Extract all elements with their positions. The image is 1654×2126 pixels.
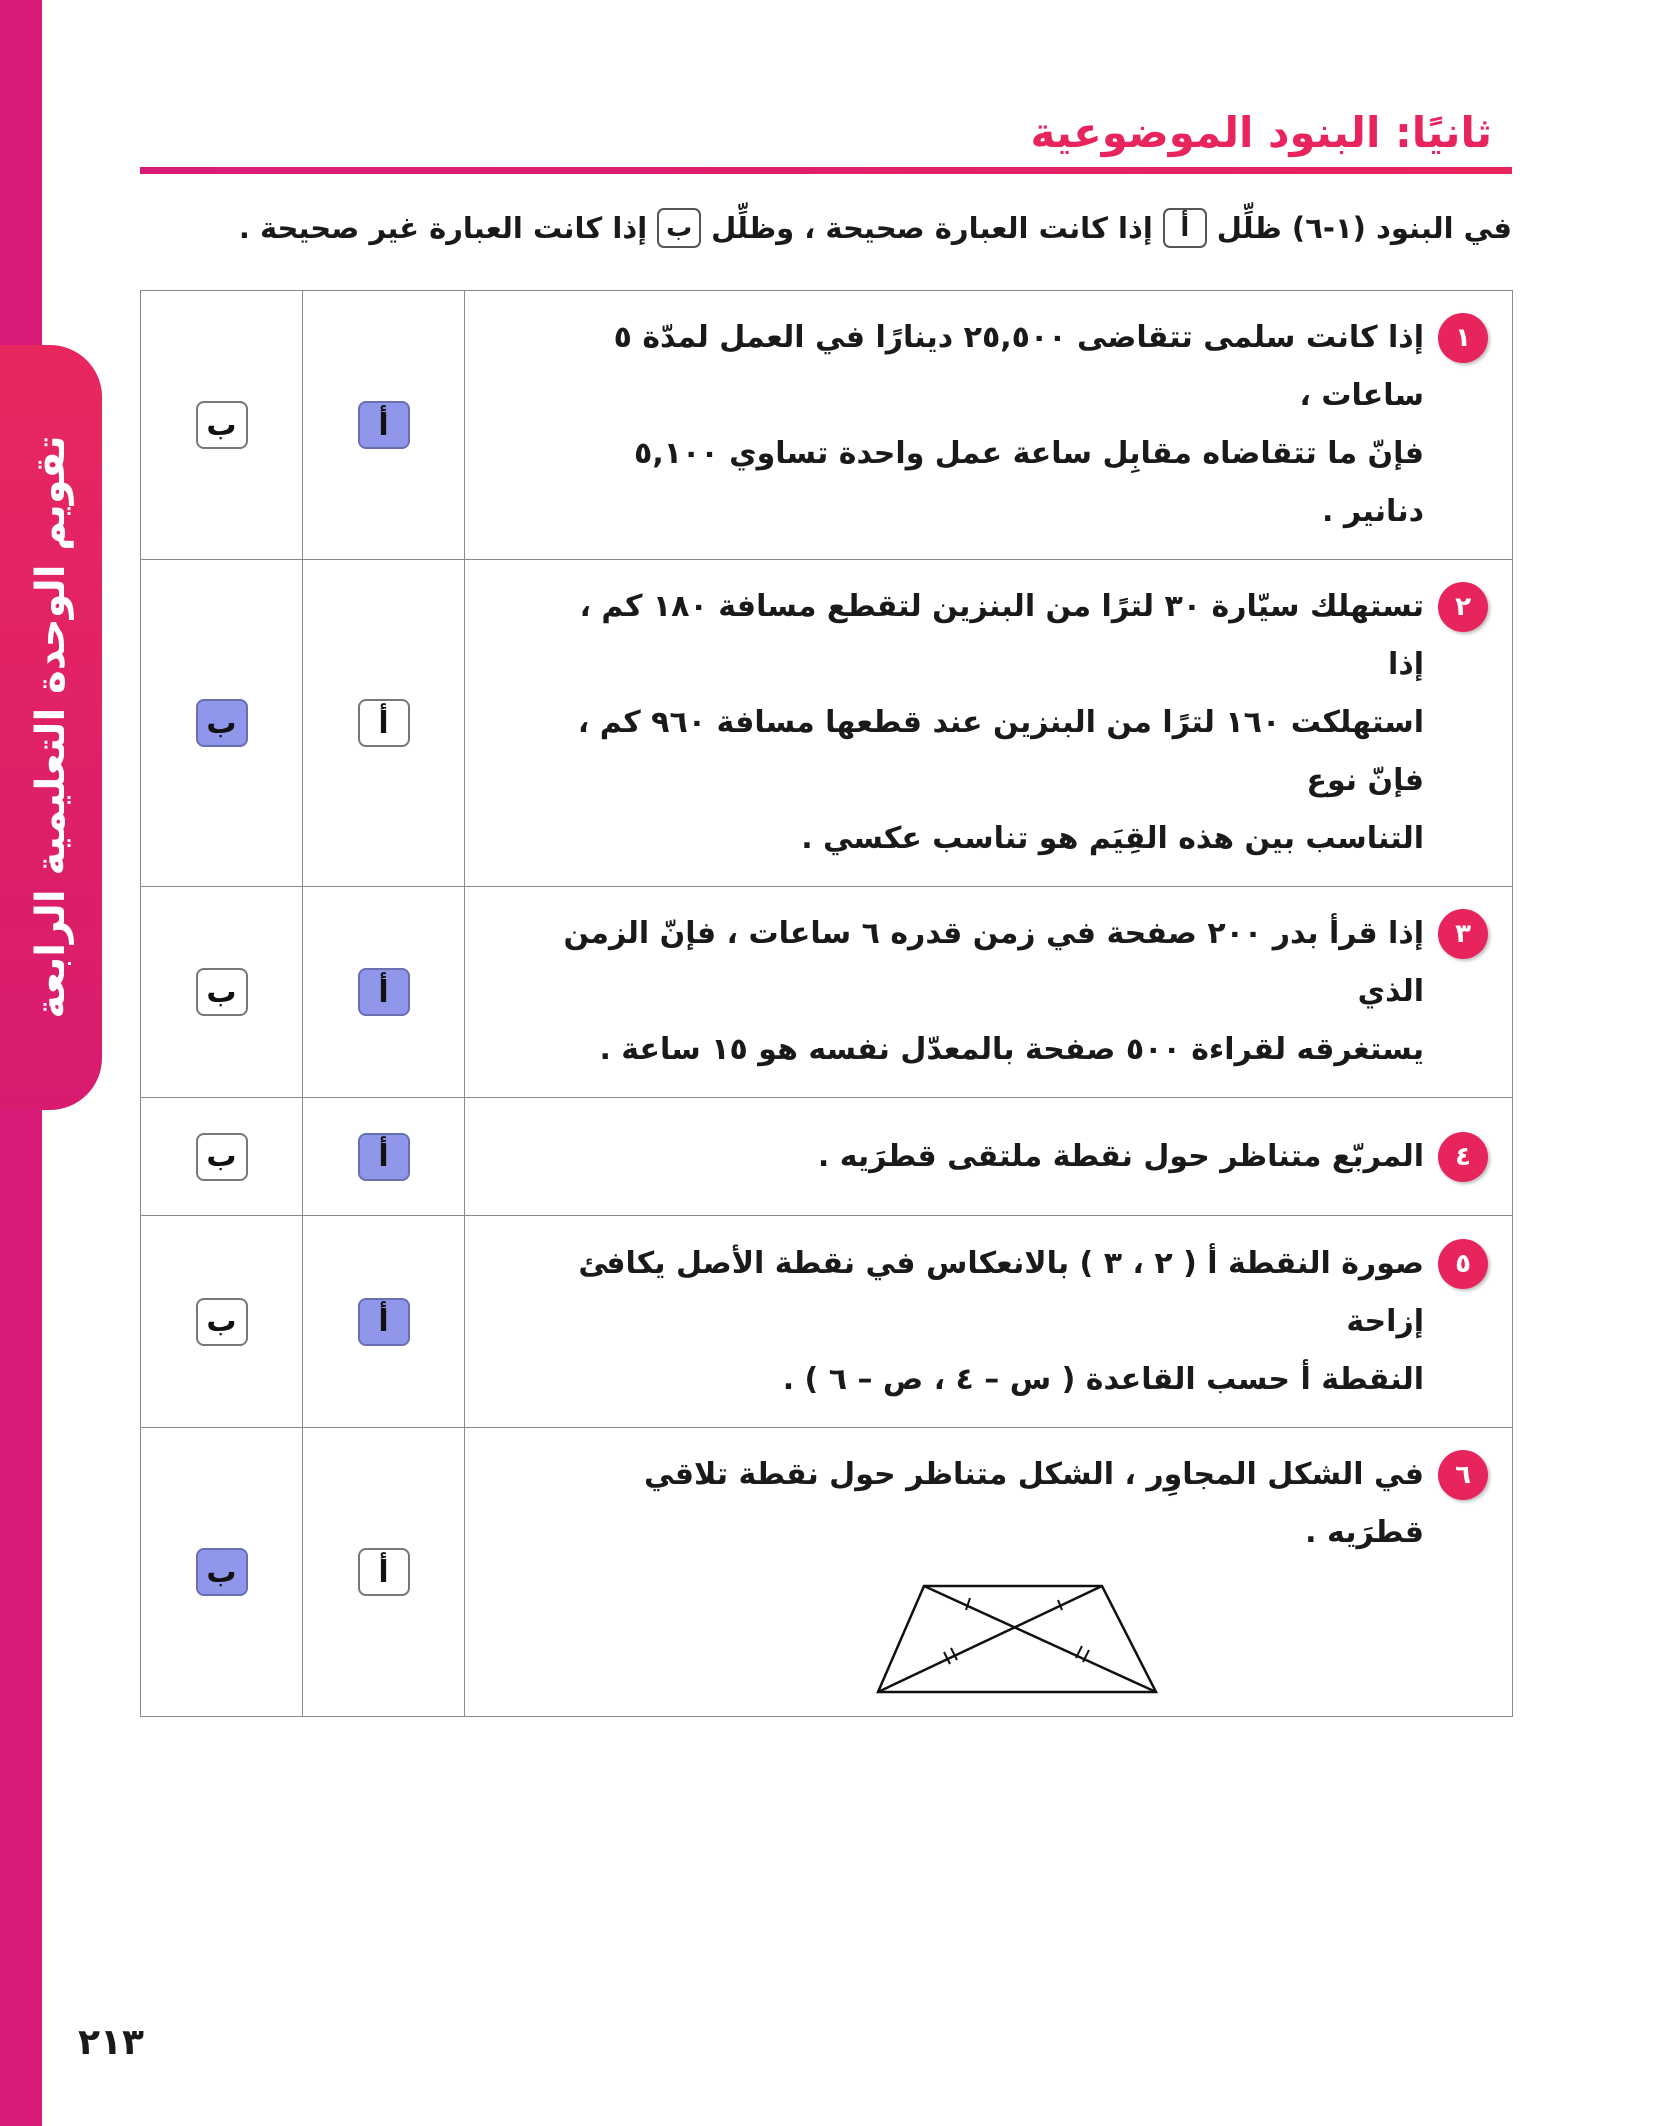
option-a-cell [303,1216,465,1428]
item-line: إذا كانت سلمى تتقاضى ٢٥,٥٠٠ دينارًا في العمل لمدّة ٥ ساعات ، [613,320,1424,413]
item-question-cell [465,1098,1513,1216]
option-b-box[interactable]: ب [196,1298,248,1346]
item-question-cell [465,887,1513,1098]
option-b-box[interactable]: ب [196,968,248,1016]
item-line: تستهلك سيّارة ٣٠ لترًا من البنزين لتقطع مسافة ١٨٠ كم ، إذا [579,589,1424,682]
item-text [545,1235,1424,1409]
option-a-cell [303,887,465,1098]
instructions-part1: في البنود (١-٦) ظلِّل [1216,211,1512,245]
option-a-box[interactable]: أ [358,1133,410,1181]
option-b-cell [141,887,303,1098]
option-b-box[interactable]: ب [196,699,248,747]
item-text [545,1446,1424,1562]
item-question-cell [465,291,1513,560]
option-a-cell [303,291,465,560]
option-a-box[interactable]: أ [358,401,410,449]
option-b-cell [141,1428,303,1717]
item-row [141,1428,1513,1717]
item-question-cell [465,1428,1513,1717]
option-b-box[interactable]: ب [196,1548,248,1596]
item-text [545,905,1424,1079]
item-line: إذا قرأ بدر ٢٠٠ صفحة في زمن قدره ٦ ساعات ، فإنّ الزمن الذي [563,916,1424,1009]
items-table [140,290,1513,1717]
item-number-badge: ٣ [1438,909,1488,959]
option-a-cell [303,1428,465,1717]
option-b-box[interactable]: ب [196,401,248,449]
item-number-badge: ٦ [1438,1450,1488,1500]
item-line: استهلكت ١٦٠ لترًا من البنزين عند قطعها مسافة ٩٦٠ كم ، فإنّ نوع [577,705,1424,798]
item-number-badge: ٢ [1438,582,1488,632]
option-a-cell [303,560,465,887]
item-line: صورة النقطة أ ( ٢ ، ٣ ) بالانعكاس في نقطة الأصل يكافئ إزاحة [578,1245,1424,1339]
option-b-cell [141,291,303,560]
item-text [545,309,1424,541]
item-row [141,1098,1513,1216]
title-underline [140,167,1512,174]
page-number: ٢١٣ [78,2022,144,2063]
instructions-part2: إذا كانت العبارة صحيحة ، وظلِّل [711,211,1153,245]
option-b-box[interactable]: ب [196,1133,248,1181]
side-unit-label: تقويم الوحدة التعليمية الرابعة [28,435,74,1019]
option-b-cell [141,1098,303,1216]
trapezoid-figure [872,1580,1162,1698]
trapezoid-outline [878,1586,1156,1692]
option-b-cell [141,1216,303,1428]
item-number-badge: ٤ [1438,1132,1488,1182]
item-line: فإنّ ما تتقاضاه مقابِل ساعة عمل واحدة تساوي ٥,١٠٠ دنانير . [634,436,1424,529]
tick-mark [966,1598,970,1610]
instructions [140,208,1512,248]
item-line: يستغرقه لقراءة ٥٠٠ صفحة بالمعدّل نفسه هو ١٥ ساعة . [599,1032,1424,1067]
item-question-cell [465,1216,1513,1428]
instructions-part3: إذا كانت العبارة غير صحيحة . [238,211,648,245]
option-a-box[interactable]: أ [358,968,410,1016]
instructions-box-a: أ [1163,208,1207,248]
item-row [141,560,1513,887]
item-line: المربّع متناظر حول نقطة ملتقى قطرَيه . [817,1138,1424,1174]
section-title: ثانيًا: البنود الموضوعية [1030,108,1492,157]
item-row [141,1216,1513,1428]
option-a-box[interactable]: أ [358,699,410,747]
item-line: النقطة أ حسب القاعدة ( س – ٤ ، ص – ٦ ) . [782,1361,1424,1397]
option-a-box[interactable]: أ [358,1298,410,1346]
item-number-badge: ٥ [1438,1239,1488,1289]
item-question-cell [465,560,1513,887]
item-line: في الشكل المجاوِر ، الشكل متناظر حول نقطة تلاقي قطرَيه . [643,1457,1424,1550]
option-b-cell [141,560,303,887]
instructions-box-b: ب [657,208,701,248]
item-text [545,578,1424,868]
trapezoid-diagonal-2 [878,1586,1102,1692]
item-row [141,291,1513,560]
trapezoid-diagonal-1 [924,1586,1156,1692]
item-line: التناسب بين هذه القِيَم هو تناسب عكسي . [801,821,1424,856]
item-number-badge: ١ [1438,313,1488,363]
item-row [141,887,1513,1098]
option-a-box[interactable]: أ [358,1548,410,1596]
option-a-cell [303,1098,465,1216]
item-text [818,1128,1424,1186]
